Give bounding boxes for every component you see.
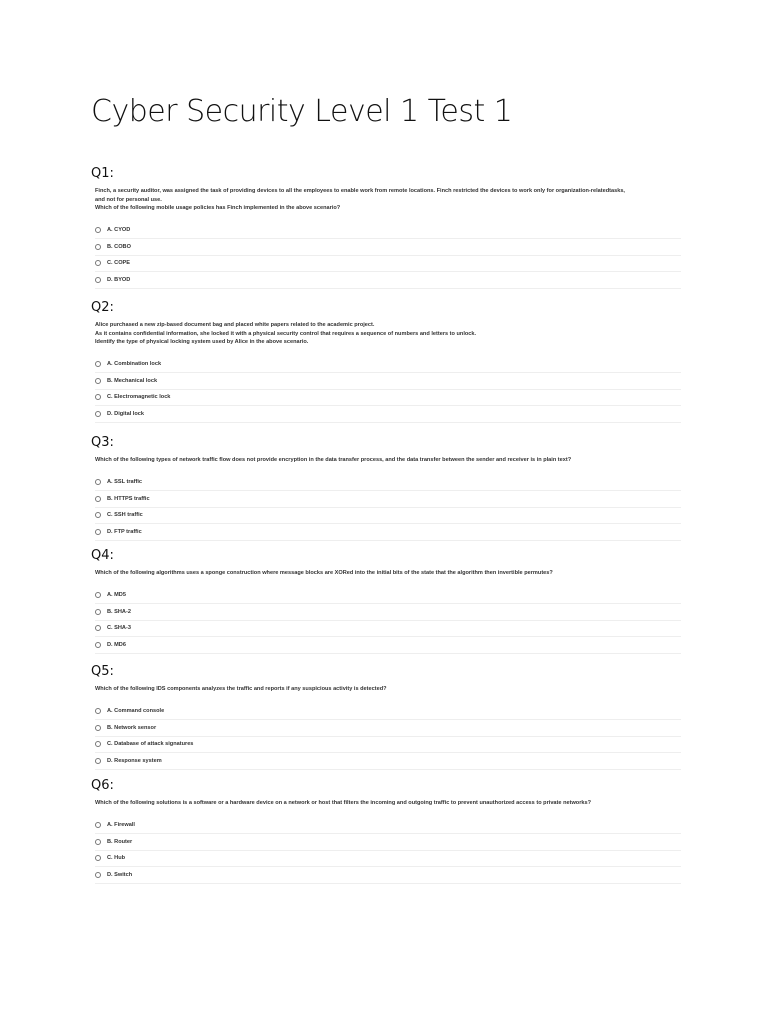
answer-option[interactable] xyxy=(95,604,681,621)
question-3 xyxy=(91,435,681,541)
option-label: B. Network sensor xyxy=(107,724,157,731)
question-text xyxy=(95,456,681,465)
answer-option[interactable] xyxy=(95,867,681,884)
page-title: Cyber Security Level 1 Test 1 xyxy=(91,94,513,129)
question-4 xyxy=(91,548,681,654)
radio-button-icon[interactable] xyxy=(95,725,101,731)
radio-button-icon[interactable] xyxy=(95,496,101,502)
option-label: B. HTTPS traffic xyxy=(107,495,150,502)
question-line: Which of the following types of network traffic flow does not provide encryption in the data transfer process, and the data transfer between the sender and receiver is in plain text? xyxy=(95,457,572,463)
question-label: Q3: xyxy=(91,435,114,450)
answer-option[interactable] xyxy=(95,737,681,754)
option-label: D. Switch xyxy=(107,871,133,878)
option-label: D. Digital lock xyxy=(107,410,144,417)
option-label: B. Mechanical lock xyxy=(107,377,158,384)
radio-button-icon[interactable] xyxy=(95,244,101,250)
option-label: A. CYOD xyxy=(107,227,131,234)
option-label: A. Combination lock xyxy=(107,361,162,368)
question-line: As it contains confidential information, she locked it with a physical security control that requires a sequence of numbers and letters to unlock. xyxy=(95,330,477,337)
radio-button-icon[interactable] xyxy=(95,529,101,535)
radio-button-icon[interactable] xyxy=(95,872,101,878)
question-label: Q4: xyxy=(91,548,114,563)
answer-options xyxy=(95,588,681,654)
question-text xyxy=(95,569,681,578)
question-2 xyxy=(91,300,681,423)
option-label: B. SHA-2 xyxy=(107,608,131,615)
option-label: A. Command console xyxy=(107,708,165,715)
answer-options xyxy=(95,475,681,541)
answer-option[interactable] xyxy=(95,373,681,390)
question-5 xyxy=(91,664,681,770)
question-label: Q2: xyxy=(91,300,114,315)
radio-button-icon[interactable] xyxy=(95,758,101,764)
question-6 xyxy=(91,778,681,884)
radio-button-icon[interactable] xyxy=(95,708,101,714)
answer-option[interactable] xyxy=(95,256,681,273)
question-text xyxy=(95,685,681,694)
question-line: Which of the following algorithms uses a sponge construction where message blocks are XORed into the initial bits of the state that the algorithm then invertible permutes? xyxy=(95,570,553,576)
question-line: Which of the following mobile usage policies has Finch implemented in the above scenario? xyxy=(95,205,341,211)
option-label: C. Hub xyxy=(107,855,126,862)
option-label: D. MD6 xyxy=(107,641,126,648)
option-label: C. Database of attack signatures xyxy=(107,741,194,748)
radio-button-icon[interactable] xyxy=(95,592,101,598)
radio-button-icon[interactable] xyxy=(95,855,101,861)
answer-option[interactable] xyxy=(95,720,681,737)
option-label: D. BYOD xyxy=(107,276,131,283)
radio-button-icon[interactable] xyxy=(95,625,101,631)
answer-options xyxy=(95,357,681,423)
answer-option[interactable] xyxy=(95,239,681,256)
answer-option[interactable] xyxy=(95,406,681,423)
radio-button-icon[interactable] xyxy=(95,378,101,384)
answer-options xyxy=(95,818,681,884)
answer-option[interactable] xyxy=(95,508,681,525)
question-label: Q1: xyxy=(91,166,114,181)
option-label: A. MD5 xyxy=(107,592,126,599)
answer-option[interactable] xyxy=(95,475,681,492)
question-text xyxy=(95,321,681,347)
answer-option[interactable] xyxy=(95,272,681,289)
option-label: A. Firewall xyxy=(107,822,135,829)
option-label: D. FTP traffic xyxy=(107,528,142,535)
answer-option[interactable] xyxy=(95,637,681,654)
radio-button-icon[interactable] xyxy=(95,277,101,283)
answer-options xyxy=(95,223,681,289)
question-line: Which of the following solutions is a software or a hardware device on a network or host that filters the incoming and outgoing traffic to prevent unauthorized access to private networks? xyxy=(95,800,592,806)
radio-button-icon[interactable] xyxy=(95,822,101,828)
radio-button-icon[interactable] xyxy=(95,642,101,648)
question-line: Alice purchased a new zip-based document bag and placed white papers related to the academic project. xyxy=(95,322,375,328)
answer-option[interactable] xyxy=(95,491,681,508)
option-label: A. SSL traffic xyxy=(107,479,143,486)
radio-button-icon[interactable] xyxy=(95,839,101,845)
radio-button-icon[interactable] xyxy=(95,741,101,747)
radio-button-icon[interactable] xyxy=(95,227,101,233)
radio-button-icon[interactable] xyxy=(95,479,101,485)
radio-button-icon[interactable] xyxy=(95,609,101,615)
question-line: Identify the type of physical locking system used by Alice in the above scenario. xyxy=(95,339,309,345)
question-text xyxy=(95,187,681,213)
answer-option[interactable] xyxy=(95,223,681,240)
radio-button-icon[interactable] xyxy=(95,411,101,417)
radio-button-icon[interactable] xyxy=(95,394,101,400)
answer-option[interactable] xyxy=(95,588,681,605)
option-label: D. Response system xyxy=(107,757,162,764)
question-label: Q5: xyxy=(91,664,114,679)
option-label: C. COPE xyxy=(107,260,131,267)
question-line: Which of the following IDS components analyzes the traffic and reports if any suspicious activity is detected? xyxy=(95,686,387,692)
question-line: and not for personal use. xyxy=(95,196,162,203)
question-text xyxy=(95,799,681,808)
option-label: C. SHA-3 xyxy=(107,625,131,632)
radio-button-icon[interactable] xyxy=(95,512,101,518)
radio-button-icon[interactable] xyxy=(95,361,101,367)
option-label: C. SSH traffic xyxy=(107,512,143,519)
answer-option[interactable] xyxy=(95,753,681,770)
answer-option[interactable] xyxy=(95,704,681,721)
answer-option[interactable] xyxy=(95,621,681,638)
question-1 xyxy=(91,166,681,289)
answer-option[interactable] xyxy=(95,851,681,868)
answer-option[interactable] xyxy=(95,357,681,374)
answer-option[interactable] xyxy=(95,390,681,407)
radio-button-icon[interactable] xyxy=(95,260,101,266)
answer-option[interactable] xyxy=(95,524,681,541)
option-label: B. Router xyxy=(107,838,133,845)
question-label: Q6: xyxy=(91,778,114,793)
answer-options xyxy=(95,704,681,770)
answer-option[interactable] xyxy=(95,834,681,851)
option-label: C. Electromagnetic lock xyxy=(107,394,171,401)
question-line: Finch, a security auditor, was assigned the task of providing devices to all the employees to enable work from remote locations. Finch restricted the devices to work only for organization-relatedtasks, xyxy=(95,188,625,194)
answer-option[interactable] xyxy=(95,818,681,835)
option-label: B. COBO xyxy=(107,243,131,250)
